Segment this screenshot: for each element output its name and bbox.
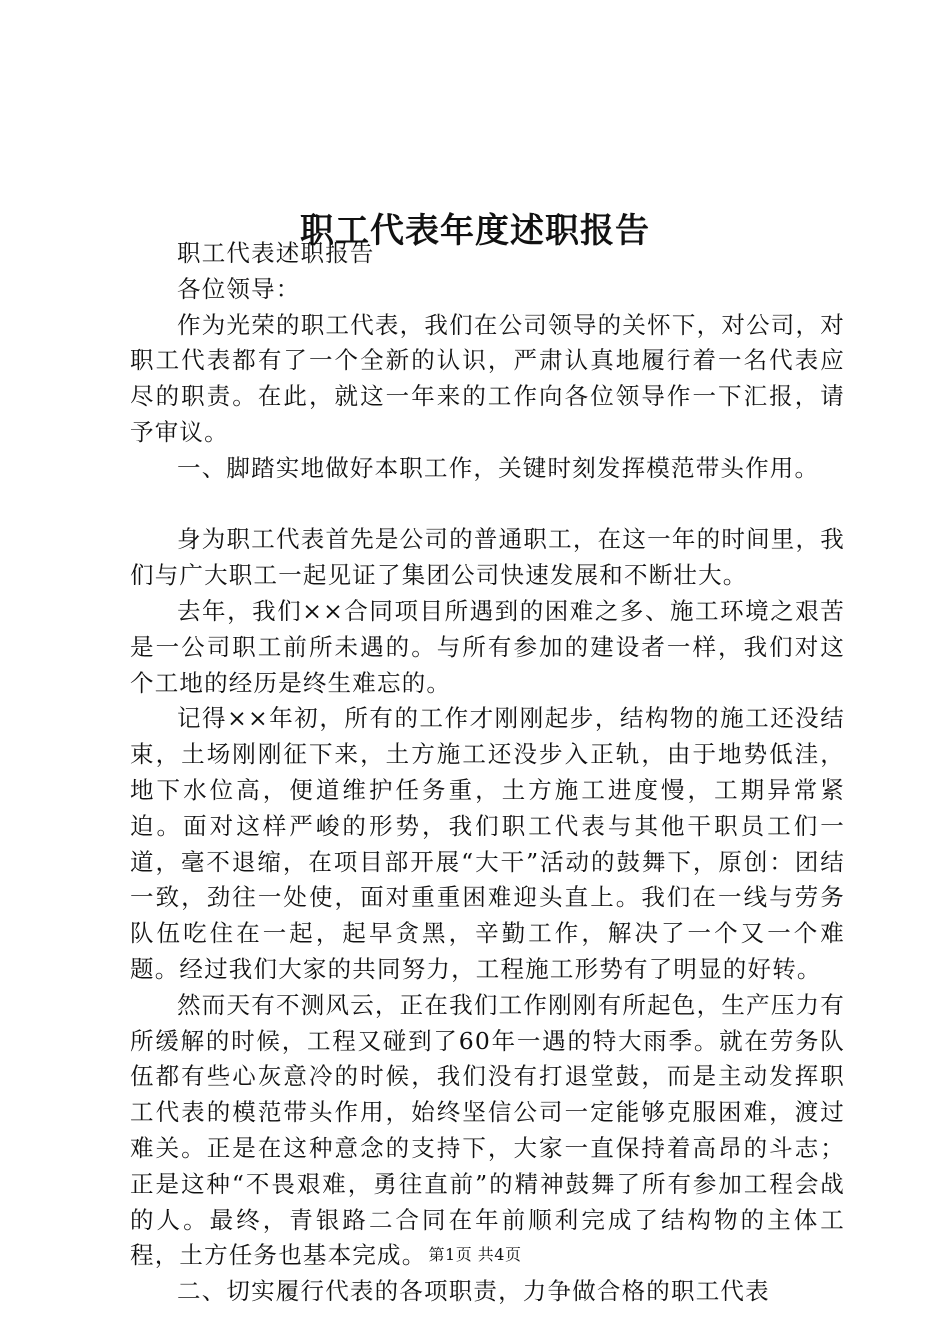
document-title: 职工代表年度述职报告 [300,210,650,251]
subtitle-paragraph: 职工代表述职报告 [177,239,375,267]
body-paragraph: 身为职工代表首先是公司的普通职工，在这一年的时间里，我们与广大职工一起见证了集团公司快速发展和不断壮大。 [130,525,845,590]
body-paragraph: 然而天有不测风云，正在我们工作刚刚有所起色，生产压力有所缓解的时候，工程又碰到了60年一遇的特大雨季。就在劳务队伍都有些心灰意冷的时候，我们没有打退堂鼓，而是主动发挥职工代表的模范带头作用，始终坚信公司一定能够克服困难，渡过难关。正是在这种意念的支持下，大家一直保持着高昂的斗志；正是这种“不畏艰难，勇往直前”的精神鼓舞了所有参加工程会战的人。最终，青银路二合同在年前顺利完成了结构物的主体工程，土方任务也基本完成。 [130,990,845,1270]
section-heading: 二、切实履行代表的各项职责，力争做合格的职工代表 [177,1277,770,1306]
body-paragraph: 作为光荣的职工代表，我们在公司领导的关怀下，对公司，对职工代表都有了一个全新的认识，严肃认真地履行着一名代表应尽的职责。在此，就这一年来的工作向各位领导作一下汇报，请予审议。 [130,310,845,446]
page-footer: 第1页 共4页 [428,1245,522,1264]
body-paragraph: 记得××年初，所有的工作才刚刚起步，结构物的施工还没结束，土场刚刚征下来，土方施工还没步入正轨，由于地势低洼，地下水位高，便道维护任务重，土方施工进度慢，工期异常紧迫。面对这样严峻的形势，我们职工代表与其他干职员工们一道，毫不退缩，在项目部开展“大干”活动的鼓舞下，原创：团结一致，劲往一处使，面对重重困难迎头直上。我们在一线与劳务队伍吃住在一起，起早贪黑，辛勤工作，解决了一个又一个难题。经过我们大家的共同努力，工程施工形势有了明显的好转。 [130,704,845,983]
body-paragraph: 去年，我们××合同项目所遇到的困难之多、施工环境之艰苦是一公司职工前所未遇的。与所有参加的建设者一样，我们对这个工地的经历是终生难忘的。 [130,596,845,697]
document-body [130,236,845,1310]
salutation-paragraph: 各位领导： [177,274,301,303]
section-heading: 一、脚踏实地做好本职工作，关键时刻发挥模范带头作用。 [177,453,820,482]
